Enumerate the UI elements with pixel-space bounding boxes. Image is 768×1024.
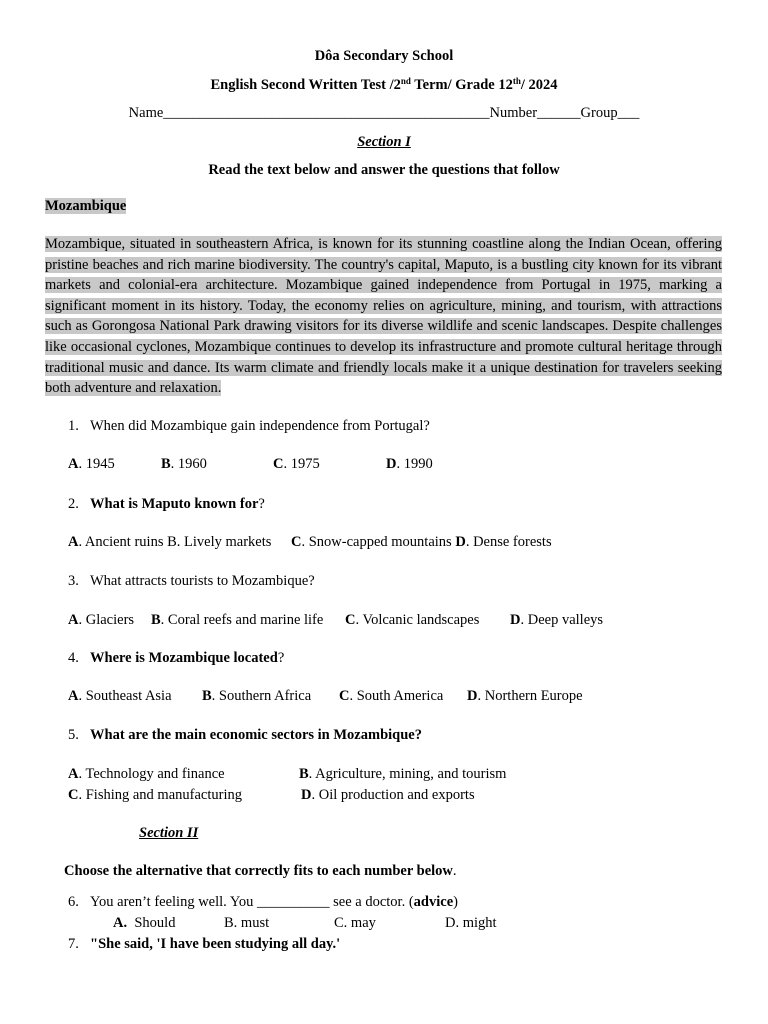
q4-option-c[interactable]: C. South America bbox=[339, 688, 444, 704]
q4-option-d[interactable]: D. Northern Europe bbox=[467, 688, 583, 704]
question-4: 4. Where is Mozambique located? bbox=[68, 650, 285, 666]
q6-option-c[interactable]: C. may bbox=[334, 915, 376, 931]
school-name: Dôa Secondary School bbox=[314, 48, 454, 64]
passage-title: Mozambique bbox=[45, 198, 127, 214]
section-2-title: Section II bbox=[139, 825, 199, 841]
section-1-instruction: Read the text below and answer the questions that follow bbox=[208, 162, 560, 178]
question-3: 3. What attracts tourists to Mozambique? bbox=[68, 573, 315, 589]
q3-option-d[interactable]: D. Deep valleys bbox=[510, 612, 604, 628]
q2-option-a-b[interactable]: A. Ancient ruins B. Lively markets bbox=[68, 534, 272, 550]
question-7: 7. "She said, 'I have been studying all day.' bbox=[68, 936, 341, 952]
student-info-line: Name_____________________________________________Number______Group___ bbox=[128, 105, 640, 121]
q6-option-b[interactable]: B. must bbox=[224, 915, 270, 931]
question-5: 5. What are the main economic sectors in Mozambique? bbox=[68, 727, 422, 743]
q1-option-c[interactable]: C. 1975 bbox=[273, 456, 320, 472]
q3-option-c[interactable]: C. Volcanic landscapes bbox=[345, 612, 480, 628]
section-1-title: Section I bbox=[357, 134, 411, 150]
test-title: English Second Written Test /2nd Term/ Grade 12th/ 2024 bbox=[210, 76, 558, 93]
question-2: 2. What is Maputo known for? bbox=[68, 496, 265, 512]
q4-option-a[interactable]: A. Southeast Asia bbox=[68, 688, 172, 704]
section-2-instruction: Choose the alternative that correctly fits to each number below. bbox=[64, 863, 457, 879]
q5-option-c[interactable]: C. Fishing and manufacturing bbox=[68, 787, 242, 803]
q2-option-c-d[interactable]: C. Snow-capped mountains D. Dense forests bbox=[291, 534, 552, 550]
q3-option-a[interactable]: A. Glaciers bbox=[68, 612, 135, 628]
q5-option-d[interactable]: D. Oil production and exports bbox=[301, 787, 475, 803]
q1-option-a[interactable]: A. 1945 bbox=[68, 456, 115, 472]
q3-option-b[interactable]: B. Coral reefs and marine life bbox=[151, 612, 324, 628]
question-1: 1. When did Mozambique gain independence from Portugal? bbox=[68, 418, 430, 434]
q1-option-b[interactable]: B. 1960 bbox=[161, 456, 207, 472]
reading-passage: Mozambique, situated in southeastern Africa, is known for its stunning coastline along the Indian Ocean, offering pristine beaches and rich marine biodiversity. The country's capital, Maputo, is a bustling city known for its vibrant markets and colonial-era architecture. Mozambique gained independence from Portugal in 1975, marking a significant moment in its history. Today, the economy relies on agriculture, mining, and tourism, with attractions such as Gorongosa National Park drawing visitors for its diverse wildlife and scenic landscapes. Despite challenges like occasional cyclones, Mozambique continues to develop its infrastructure and promote cultural heritage through traditional music and dance. Its warm climate and friendly locals make it a unique destination for travelers seeking both adventure and relaxation. bbox=[45, 236, 722, 397]
q5-option-a[interactable]: A. Technology and finance bbox=[68, 766, 225, 782]
q6-option-a[interactable]: A. Should bbox=[113, 915, 176, 931]
q6-option-d[interactable]: D. might bbox=[445, 915, 497, 931]
q1-option-d[interactable]: D. 1990 bbox=[386, 456, 433, 472]
q5-option-b[interactable]: B. Agriculture, mining, and tourism bbox=[299, 766, 507, 782]
q4-option-b[interactable]: B. Southern Africa bbox=[202, 688, 312, 704]
question-6: 6. You aren’t feeling well. You __________ see a doctor. (advice) bbox=[68, 894, 458, 910]
